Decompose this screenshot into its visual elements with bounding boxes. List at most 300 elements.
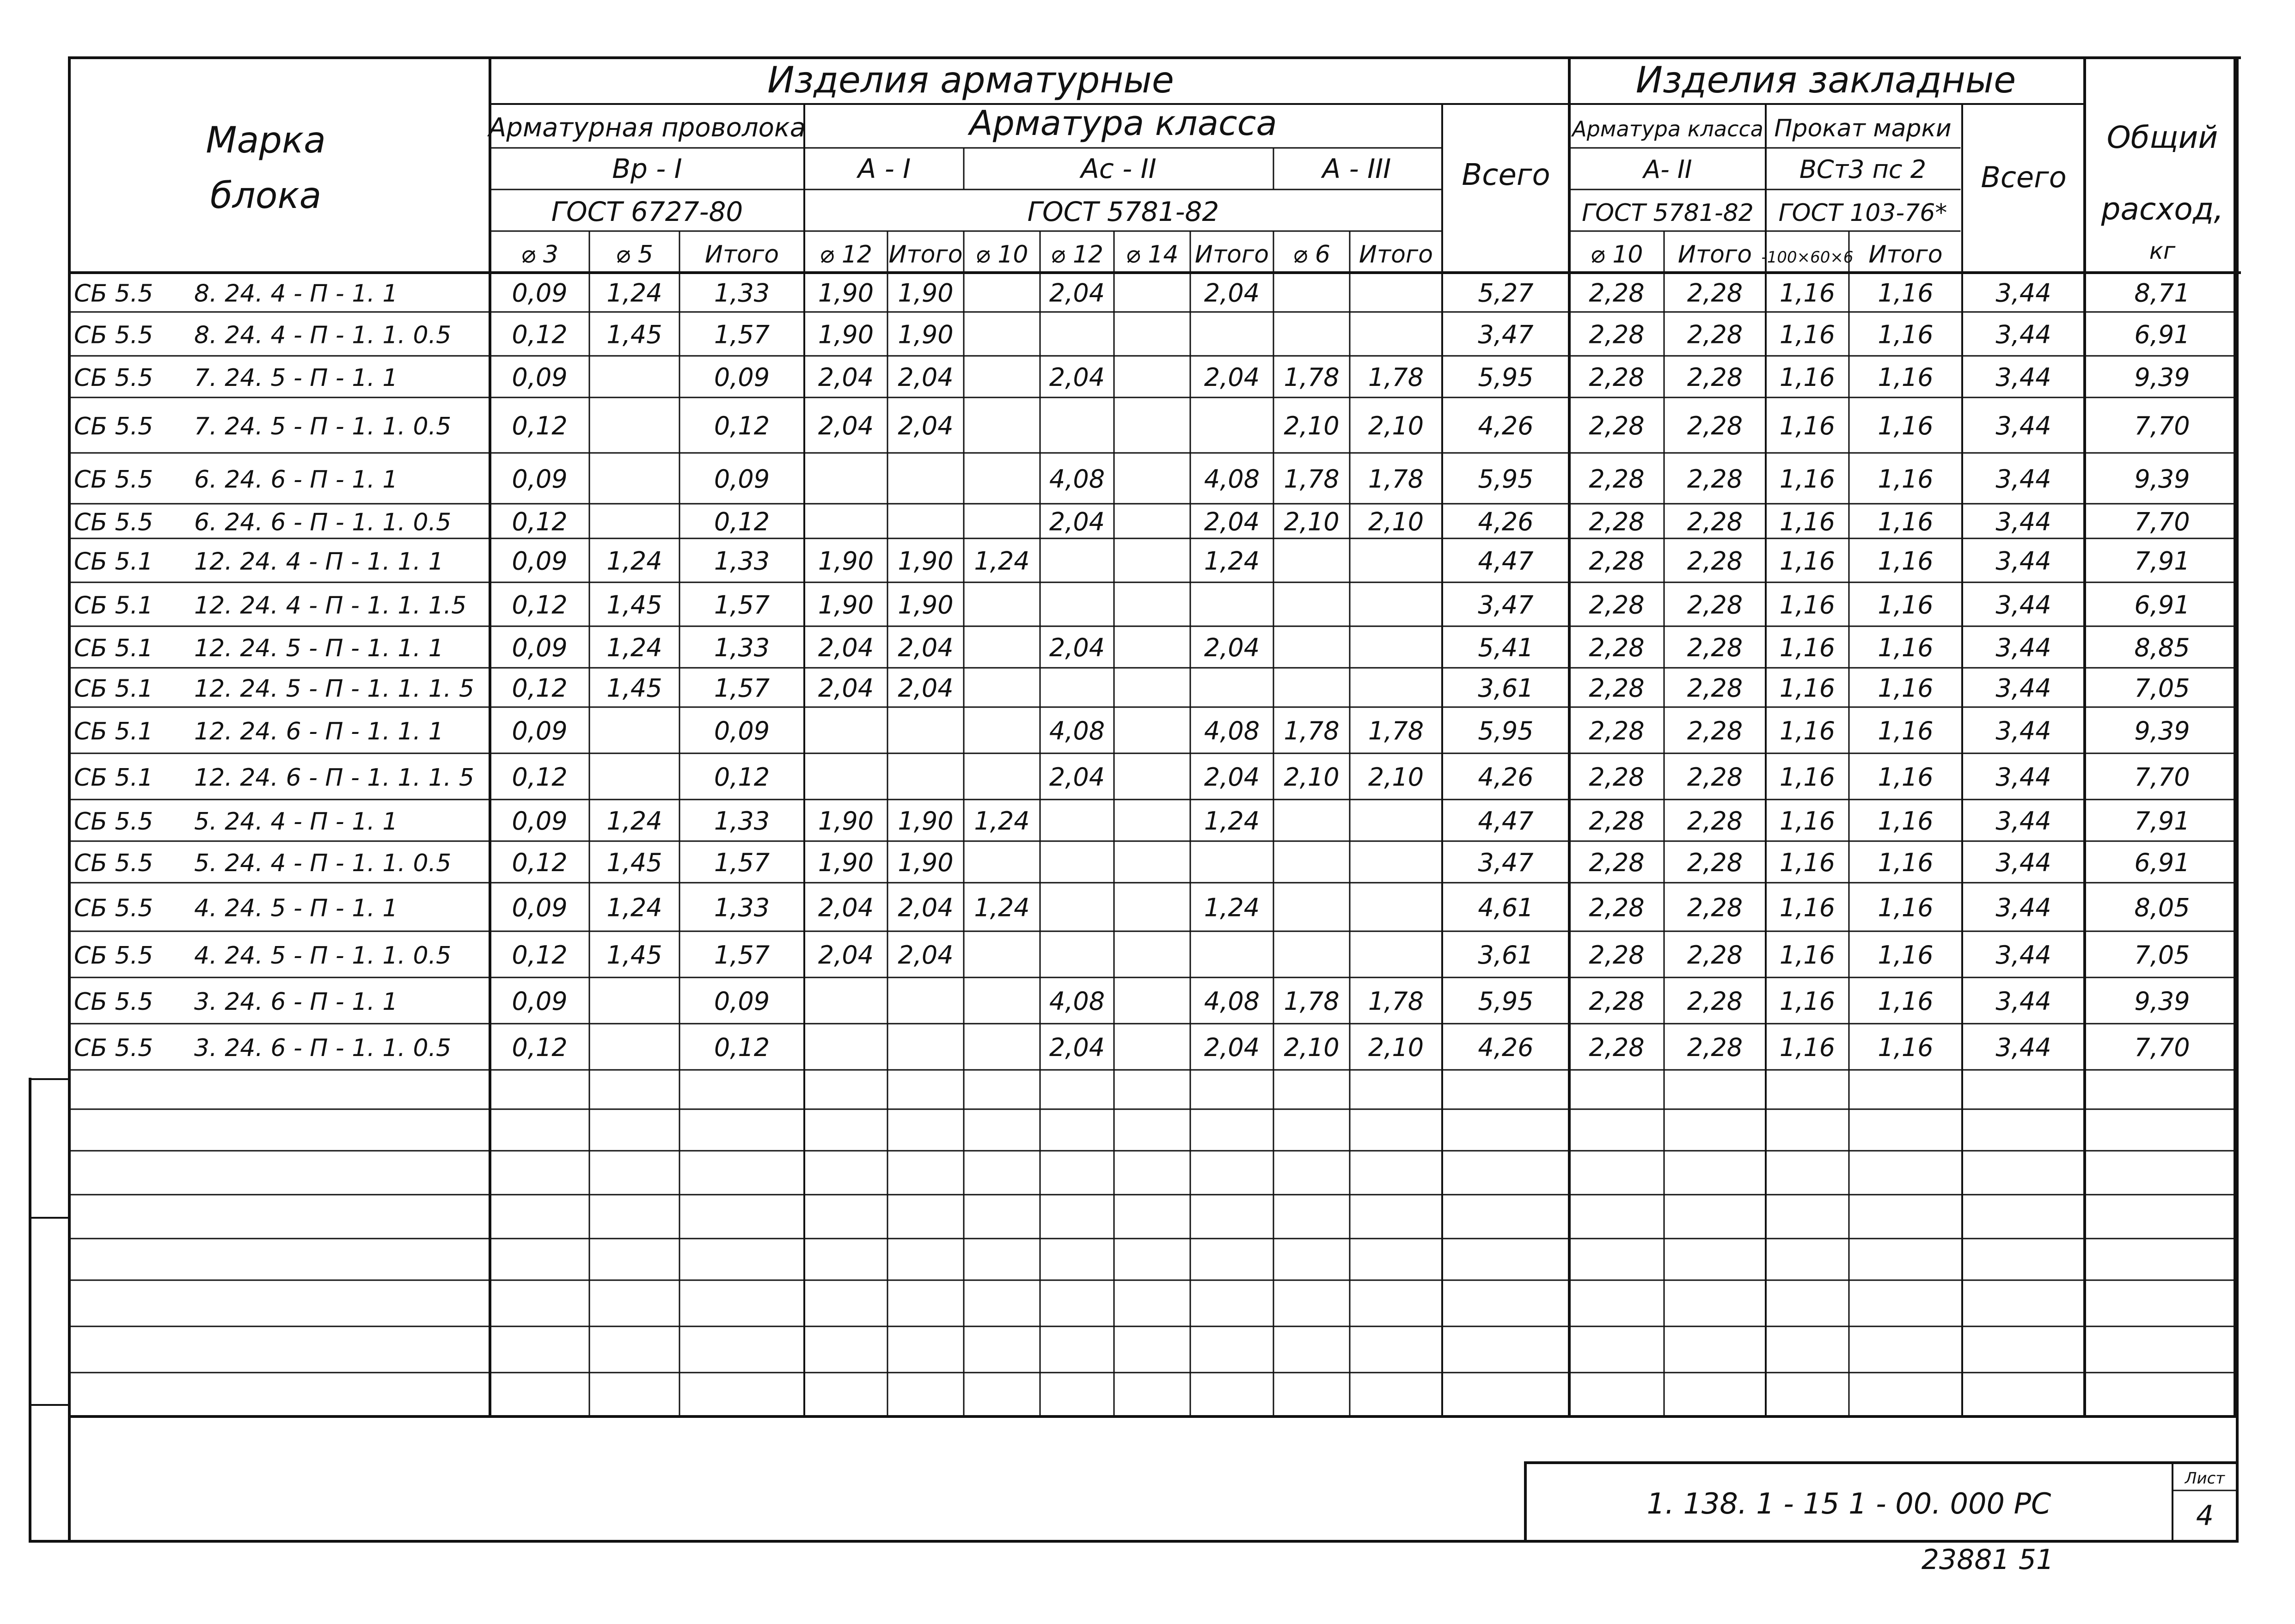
table-cell: 7,70 bbox=[2134, 1033, 2190, 1062]
table-cell: 1,33 bbox=[714, 546, 770, 576]
table-cell: 1,24 bbox=[1204, 546, 1260, 576]
table-cell: 2,04 bbox=[1204, 633, 1260, 662]
footer-number: 23881 51 bbox=[1921, 1544, 2054, 1576]
row-code: 12. 24. 5 - П - 1. 1. 1. 5 bbox=[194, 675, 474, 703]
table-cell: 3,44 bbox=[1995, 1033, 2051, 1062]
table-cell: 0,12 bbox=[714, 411, 770, 440]
table-cell: 2,04 bbox=[1049, 763, 1105, 792]
table-cell: 3,44 bbox=[1995, 590, 2051, 620]
table-text bbox=[74, 60, 2225, 1576]
table-cell: 1,33 bbox=[714, 806, 770, 836]
row-code: 3. 24. 6 - П - 1. 1 bbox=[194, 988, 398, 1016]
table-cell: 1,16 bbox=[1878, 940, 1934, 970]
table-cell: 2,28 bbox=[1687, 411, 1743, 440]
table-cell: 2,28 bbox=[1589, 763, 1645, 792]
table-cell: 2,28 bbox=[1589, 633, 1645, 662]
table-cell: 0,12 bbox=[512, 590, 568, 620]
table-cell: 2,10 bbox=[1368, 1033, 1424, 1062]
col-header: -100×60×6 bbox=[1761, 248, 1854, 267]
z-gost-103-label: ГОСТ 103-76* bbox=[1778, 199, 1947, 227]
table-cell: 1,57 bbox=[714, 673, 770, 703]
table-cell: 3,44 bbox=[1995, 464, 2051, 494]
table-cell: 1,90 bbox=[818, 848, 874, 877]
table-cell: 2,04 bbox=[818, 893, 874, 922]
table-cell: 2,28 bbox=[1687, 893, 1743, 922]
row-code: 6. 24. 6 - П - 1. 1 bbox=[194, 466, 398, 494]
table-cell: 2,10 bbox=[1284, 1033, 1340, 1062]
table-cell: 1,90 bbox=[818, 806, 874, 836]
table-cell: 2,28 bbox=[1589, 673, 1645, 703]
armaturnaya-provoloka-label: Арматурная проволока bbox=[488, 113, 806, 143]
table-cell: 0,12 bbox=[512, 763, 568, 792]
kg-label: кг bbox=[2149, 238, 2176, 264]
table-cell: 1,16 bbox=[1878, 806, 1934, 836]
table-cell: 2,04 bbox=[1049, 363, 1105, 392]
table-cell: 1,90 bbox=[898, 848, 954, 877]
table-cell: 1,16 bbox=[1779, 848, 1836, 877]
table-cell: 1,16 bbox=[1779, 363, 1836, 392]
table-cell: 1,16 bbox=[1878, 363, 1934, 392]
table-cell: 6,91 bbox=[2134, 848, 2190, 877]
table-cell: 1,16 bbox=[1779, 411, 1836, 440]
izdelia-armaturnye-title: Изделия арматурные bbox=[767, 60, 1174, 101]
table-cell: 2,10 bbox=[1368, 507, 1424, 537]
table-cell: 2,04 bbox=[1049, 633, 1105, 662]
table-cell: 2,04 bbox=[1204, 1033, 1260, 1062]
col-header: ⌀ 10 bbox=[975, 241, 1028, 269]
table-cell: 3,47 bbox=[1478, 848, 1534, 877]
table-cell: 2,28 bbox=[1687, 363, 1743, 392]
table-cell: 1,16 bbox=[1878, 411, 1934, 440]
table-cell: 2,28 bbox=[1589, 464, 1645, 494]
table-cell: 1,90 bbox=[898, 806, 954, 836]
table-cell: 0,12 bbox=[512, 507, 568, 537]
table-cell: 3,44 bbox=[1995, 848, 2051, 877]
table-cell: 0,12 bbox=[714, 1033, 770, 1062]
table-cell: 1,45 bbox=[606, 320, 662, 349]
row-code: 6. 24. 6 - П - 1. 1. 0.5 bbox=[194, 508, 452, 537]
row-marka: СБ 5.5 bbox=[74, 894, 153, 922]
table-cell: 0,09 bbox=[512, 633, 568, 662]
table-cell: 2,28 bbox=[1589, 363, 1645, 392]
row-marka: СБ 5.5 bbox=[74, 942, 153, 970]
row-code: 3. 24. 6 - П - 1. 1. 0.5 bbox=[194, 1034, 452, 1062]
table-cell: 0,12 bbox=[714, 763, 770, 792]
table-cell: 1,78 bbox=[1368, 464, 1424, 494]
col-header: Итого bbox=[1868, 241, 1943, 269]
table-cell: 2,28 bbox=[1589, 848, 1645, 877]
table-cell: 1,90 bbox=[818, 546, 874, 576]
table-cell: 1,16 bbox=[1878, 464, 1934, 494]
table-cell: 1,45 bbox=[606, 940, 662, 970]
gost-5781-label: ГОСТ 5781-82 bbox=[1027, 196, 1219, 227]
table-cell: 2,04 bbox=[898, 411, 954, 440]
table-cell: 4,61 bbox=[1478, 893, 1534, 922]
table-cell: 6,91 bbox=[2134, 590, 2190, 620]
row-code: 8. 24. 4 - П - 1. 1. 0.5 bbox=[194, 321, 452, 349]
sheet-label: Лист bbox=[2185, 1469, 2225, 1488]
table-cell: 1,45 bbox=[606, 673, 662, 703]
table-cell: 7,91 bbox=[2134, 806, 2190, 836]
table-cell: 1,90 bbox=[818, 320, 874, 349]
table-cell: 4,26 bbox=[1478, 1033, 1534, 1062]
class-a3-label: А - III bbox=[1322, 153, 1391, 184]
table-cell: 2,04 bbox=[1049, 1033, 1105, 1062]
table-cell: 1,16 bbox=[1779, 673, 1836, 703]
table-cell: 1,16 bbox=[1779, 590, 1836, 620]
table-cell: 1,16 bbox=[1779, 893, 1836, 922]
table-cell: 1,78 bbox=[1368, 363, 1424, 392]
sheet-number: 4 bbox=[2196, 1500, 2214, 1532]
table-cell: 2,28 bbox=[1687, 987, 1743, 1016]
table-cell: 2,04 bbox=[898, 893, 954, 922]
row-marka: СБ 5.1 bbox=[74, 635, 153, 662]
table-cell: 5,27 bbox=[1478, 278, 1534, 308]
table-cell: 2,04 bbox=[818, 633, 874, 662]
table-cell: 2,10 bbox=[1368, 763, 1424, 792]
vsego-label: Всего bbox=[1462, 158, 1550, 192]
col-header: ⌀ 14 bbox=[1126, 241, 1179, 269]
table-cell: 1,90 bbox=[898, 590, 954, 620]
table-cell: 9,39 bbox=[2134, 987, 2190, 1016]
table-cell: 9,39 bbox=[2134, 716, 2190, 745]
table-cell: 3,44 bbox=[1995, 763, 2051, 792]
table-cell: 1,57 bbox=[714, 320, 770, 349]
table-cell: 2,04 bbox=[1204, 507, 1260, 537]
table-cell: 2,04 bbox=[1204, 763, 1260, 792]
table-cell: 3,44 bbox=[1995, 363, 2051, 392]
table-cell: 9,39 bbox=[2134, 464, 2190, 494]
col-header: Итого bbox=[1359, 241, 1433, 269]
col-header: Итого bbox=[1194, 241, 1269, 269]
col-header: ⌀ 12 bbox=[1050, 241, 1104, 269]
col-header: ⌀ 3 bbox=[521, 241, 558, 269]
table-cell: 1,57 bbox=[714, 940, 770, 970]
row-marka: СБ 5.1 bbox=[74, 592, 153, 620]
row-code: 5. 24. 4 - П - 1. 1 bbox=[194, 808, 398, 836]
table-cell: 2,28 bbox=[1687, 1033, 1743, 1062]
table-cell: 7,91 bbox=[2134, 546, 2190, 576]
table-cell: 2,28 bbox=[1589, 320, 1645, 349]
table-cell: 8,71 bbox=[2134, 278, 2190, 308]
table-cell: 7,05 bbox=[2134, 940, 2190, 970]
table-cell: 1,45 bbox=[606, 590, 662, 620]
table-cell: 2,28 bbox=[1687, 590, 1743, 620]
table-cell: 1,90 bbox=[898, 320, 954, 349]
table-cell: 3,44 bbox=[1995, 673, 2051, 703]
table-cell: 2,28 bbox=[1687, 320, 1743, 349]
row-marka: СБ 5.1 bbox=[74, 675, 153, 703]
table-cell: 4,08 bbox=[1204, 987, 1260, 1016]
table-cell: 3,61 bbox=[1478, 940, 1534, 970]
table-cell: 2,28 bbox=[1589, 987, 1645, 1016]
table-cell: 1,16 bbox=[1878, 848, 1934, 877]
table-cell: 1,16 bbox=[1878, 278, 1934, 308]
table-cell: 2,04 bbox=[818, 940, 874, 970]
table-cell: 1,24 bbox=[606, 546, 662, 576]
table-cell: 3,47 bbox=[1478, 590, 1534, 620]
row-code: 12. 24. 5 - П - 1. 1. 1 bbox=[194, 635, 444, 662]
gost-6727-label: ГОСТ 6727-80 bbox=[551, 196, 743, 227]
table-cell: 8,85 bbox=[2134, 633, 2190, 662]
table-cell: 1,78 bbox=[1284, 464, 1340, 494]
row-marka: СБ 5.1 bbox=[74, 764, 153, 792]
table-cell: 1,16 bbox=[1779, 633, 1836, 662]
table-cell: 1,16 bbox=[1779, 1033, 1836, 1062]
table-cell: 1,16 bbox=[1779, 763, 1836, 792]
table-cell: 1,24 bbox=[606, 633, 662, 662]
table-cell: 2,04 bbox=[898, 673, 954, 703]
table-cell: 1,16 bbox=[1878, 763, 1934, 792]
table-cell: 3,44 bbox=[1995, 987, 2051, 1016]
table-cell: 3,44 bbox=[1995, 546, 2051, 576]
table-cell: 2,04 bbox=[818, 673, 874, 703]
row-marka: СБ 5.5 bbox=[74, 808, 153, 836]
table-cell: 1,24 bbox=[974, 546, 1030, 576]
row-code: 7. 24. 5 - П - 1. 1. 0.5 bbox=[194, 413, 452, 440]
table-cell: 9,39 bbox=[2134, 363, 2190, 392]
table-cell: 1,78 bbox=[1368, 987, 1424, 1016]
table-cell: 7,70 bbox=[2134, 411, 2190, 440]
table-cell: 1,33 bbox=[714, 278, 770, 308]
table-cell: 1,24 bbox=[606, 806, 662, 836]
col-header: ⌀ 12 bbox=[819, 241, 873, 269]
table-cell: 2,04 bbox=[1204, 278, 1260, 308]
col-header: Итого bbox=[704, 241, 779, 269]
table-cell: 2,04 bbox=[898, 363, 954, 392]
table-cell: 2,04 bbox=[1204, 363, 1260, 392]
table-cell: 0,09 bbox=[512, 546, 568, 576]
table-cell: 1,90 bbox=[818, 590, 874, 620]
table-cell: 2,28 bbox=[1687, 940, 1743, 970]
raskhod-label: расход, bbox=[2101, 191, 2224, 227]
table-cell: 2,28 bbox=[1589, 278, 1645, 308]
table-cell: 0,09 bbox=[512, 806, 568, 836]
table-cell: 1,78 bbox=[1284, 987, 1340, 1016]
row-marka: СБ 5.5 bbox=[74, 364, 153, 392]
table-cell: 2,28 bbox=[1687, 507, 1743, 537]
table-cell: 2,28 bbox=[1687, 716, 1743, 745]
table-cell: 3,44 bbox=[1995, 893, 2051, 922]
table-cell: 2,04 bbox=[898, 940, 954, 970]
table-cell: 2,28 bbox=[1687, 763, 1743, 792]
row-marka: СБ 5.1 bbox=[74, 718, 153, 745]
table-cell: 3,44 bbox=[1995, 278, 2051, 308]
table-cell: 1,16 bbox=[1878, 546, 1934, 576]
table-cell: 1,16 bbox=[1878, 893, 1934, 922]
table-cell: 1,16 bbox=[1779, 464, 1836, 494]
z-gost-5781-label: ГОСТ 5781-82 bbox=[1582, 199, 1754, 227]
table-cell: 1,16 bbox=[1779, 806, 1836, 836]
table-cell: 1,57 bbox=[714, 590, 770, 620]
row-marka: СБ 5.5 bbox=[74, 988, 153, 1016]
z-a2-label: А- II bbox=[1643, 155, 1692, 184]
table-cell: 1,90 bbox=[898, 546, 954, 576]
table-cell: 1,16 bbox=[1779, 987, 1836, 1016]
table-cell: 3,44 bbox=[1995, 806, 2051, 836]
table-cell: 4,26 bbox=[1478, 507, 1534, 537]
table-cell: 1,16 bbox=[1779, 507, 1836, 537]
table-cell: 0,09 bbox=[512, 987, 568, 1016]
row-marka: СБ 5.5 bbox=[74, 849, 153, 877]
table-cell: 4,26 bbox=[1478, 411, 1534, 440]
izdelia-zakladnye-title: Изделия закладные bbox=[1635, 60, 2016, 101]
z-vst-label: ВСт3 пс 2 bbox=[1799, 155, 1927, 184]
table-cell: 0,09 bbox=[512, 464, 568, 494]
row-marka: СБ 5.5 bbox=[74, 1034, 153, 1062]
col-header: Итого bbox=[1677, 241, 1752, 269]
table-cell: 2,04 bbox=[898, 633, 954, 662]
obshchiy-label: Общий bbox=[2106, 120, 2218, 155]
table-cell: 1,24 bbox=[1204, 893, 1260, 922]
table-cell: 1,90 bbox=[898, 278, 954, 308]
table-cell: 2,28 bbox=[1589, 893, 1645, 922]
table-cell: 3,44 bbox=[1995, 320, 2051, 349]
table-cell: 2,28 bbox=[1589, 411, 1645, 440]
table-cell: 2,28 bbox=[1589, 590, 1645, 620]
table-cell: 0,12 bbox=[714, 507, 770, 537]
table-cell: 4,47 bbox=[1478, 546, 1534, 576]
table-cell: 8,05 bbox=[2134, 893, 2190, 922]
table-cell: 0,09 bbox=[714, 363, 770, 392]
class-a1-label: А - I bbox=[857, 153, 911, 184]
table-cell: 1,78 bbox=[1284, 716, 1340, 745]
table-cell: 0,09 bbox=[714, 716, 770, 745]
table-cell: 2,28 bbox=[1687, 278, 1743, 308]
table-cell: 2,10 bbox=[1284, 507, 1340, 537]
table-cell: 3,61 bbox=[1478, 673, 1534, 703]
table-cell: 0,09 bbox=[512, 893, 568, 922]
table-cell: 1,24 bbox=[606, 893, 662, 922]
class-vr-label: Вр - I bbox=[612, 153, 682, 184]
table-cell: 4,08 bbox=[1204, 464, 1260, 494]
table-cell: 1,16 bbox=[1779, 546, 1836, 576]
table-cell: 0,12 bbox=[512, 940, 568, 970]
table-cell: 1,16 bbox=[1878, 633, 1934, 662]
z-armatura-klassa-label: Арматура класса bbox=[1572, 116, 1763, 141]
table-cell: 1,16 bbox=[1878, 987, 1934, 1016]
row-marka: СБ 5.5 bbox=[74, 466, 153, 494]
table-cell: 2,10 bbox=[1368, 411, 1424, 440]
table-cell: 2,28 bbox=[1589, 546, 1645, 576]
col-header: ⌀ 5 bbox=[616, 241, 653, 269]
table-cell: 2,04 bbox=[1049, 507, 1105, 537]
table-cell: 7,05 bbox=[2134, 673, 2190, 703]
table-cell: 1,24 bbox=[974, 806, 1030, 836]
table-cell: 2,28 bbox=[1687, 546, 1743, 576]
table-cell: 1,33 bbox=[714, 633, 770, 662]
col-header: ⌀ 6 bbox=[1293, 241, 1330, 269]
table-cell: 5,95 bbox=[1478, 464, 1534, 494]
table-cell: 0,12 bbox=[512, 848, 568, 877]
table-cell: 0,12 bbox=[512, 673, 568, 703]
table-cell: 0,12 bbox=[512, 1033, 568, 1062]
table-cell: 2,28 bbox=[1687, 464, 1743, 494]
table-cell: 2,28 bbox=[1589, 940, 1645, 970]
table-cell: 2,28 bbox=[1589, 716, 1645, 745]
marka-label-line1: Марка bbox=[206, 120, 326, 161]
table-cell: 2,28 bbox=[1589, 806, 1645, 836]
table-cell: 2,28 bbox=[1687, 806, 1743, 836]
z-vsego-label: Всего bbox=[1981, 160, 2067, 194]
table-cell: 3,44 bbox=[1995, 940, 2051, 970]
row-code: 12. 24. 6 - П - 1. 1. 1 bbox=[194, 718, 444, 745]
table-cell: 0,12 bbox=[512, 411, 568, 440]
row-marka: СБ 5.1 bbox=[74, 548, 153, 576]
table-cell: 1,16 bbox=[1779, 320, 1836, 349]
table-cell: 4,47 bbox=[1478, 806, 1534, 836]
table-cell: 5,95 bbox=[1478, 987, 1534, 1016]
table-cell: 1,45 bbox=[606, 848, 662, 877]
table-cell: 2,10 bbox=[1284, 763, 1340, 792]
row-code: 4. 24. 5 - П - 1. 1 bbox=[194, 894, 398, 922]
table-cell: 1,16 bbox=[1878, 1033, 1934, 1062]
class-ac2-label: Ас - II bbox=[1081, 153, 1157, 184]
table-cell: 2,28 bbox=[1687, 633, 1743, 662]
row-code: 8. 24. 4 - П - 1. 1 bbox=[194, 280, 398, 308]
table-cell: 3,47 bbox=[1478, 320, 1534, 349]
row-marka: СБ 5.5 bbox=[74, 413, 153, 440]
table-cell: 4,08 bbox=[1049, 716, 1105, 745]
table-cell: 1,78 bbox=[1284, 363, 1340, 392]
table-cell: 2,04 bbox=[818, 411, 874, 440]
table-cell: 3,44 bbox=[1995, 716, 2051, 745]
table-cell: 1,16 bbox=[1878, 320, 1934, 349]
table-cell: 0,12 bbox=[512, 320, 568, 349]
table-cell: 3,44 bbox=[1995, 507, 2051, 537]
document-designation: 1. 138. 1 - 15 1 - 00. 000 РС bbox=[1646, 1487, 2051, 1520]
table-cell: 1,16 bbox=[1779, 940, 1836, 970]
table-cell: 1,16 bbox=[1878, 716, 1934, 745]
marka-label-line2: блока bbox=[210, 175, 322, 217]
table-cell: 7,70 bbox=[2134, 507, 2190, 537]
col-header: ⌀ 10 bbox=[1590, 241, 1643, 269]
table-cell: 1,16 bbox=[1878, 590, 1934, 620]
table-cell: 2,28 bbox=[1687, 848, 1743, 877]
table-cell: 1,16 bbox=[1779, 278, 1836, 308]
table-cell: 1,16 bbox=[1779, 716, 1836, 745]
table-cell: 4,08 bbox=[1049, 987, 1105, 1016]
row-marka: СБ 5.5 bbox=[74, 280, 153, 308]
row-code: 12. 24. 4 - П - 1. 1. 1 bbox=[194, 548, 444, 576]
z-prokat-marki-label: Прокат марки bbox=[1774, 115, 1952, 142]
table-cell: 5,41 bbox=[1478, 633, 1534, 662]
row-marka: СБ 5.5 bbox=[74, 508, 153, 537]
row-code: 12. 24. 6 - П - 1. 1. 1. 5 bbox=[194, 764, 474, 792]
table-cell: 0,09 bbox=[512, 363, 568, 392]
table-cell: 1,24 bbox=[606, 278, 662, 308]
table-cell: 7,70 bbox=[2134, 763, 2190, 792]
col-header: Итого bbox=[888, 241, 963, 269]
row-code: 5. 24. 4 - П - 1. 1. 0.5 bbox=[194, 849, 452, 877]
table-cell: 2,04 bbox=[818, 363, 874, 392]
table-cell: 4,26 bbox=[1478, 763, 1534, 792]
table-cell: 2,04 bbox=[1049, 278, 1105, 308]
row-code: 4. 24. 5 - П - 1. 1. 0.5 bbox=[194, 942, 452, 970]
table-cell: 3,44 bbox=[1995, 411, 2051, 440]
table-cell: 1,24 bbox=[1204, 806, 1260, 836]
table-cell: 1,33 bbox=[714, 893, 770, 922]
table-cell: 2,28 bbox=[1589, 507, 1645, 537]
table-cell: 5,95 bbox=[1478, 716, 1534, 745]
table-cell: 0,09 bbox=[714, 987, 770, 1016]
table-cell: 0,09 bbox=[714, 464, 770, 494]
table-cell: 4,08 bbox=[1204, 716, 1260, 745]
table-cell: 2,10 bbox=[1284, 411, 1340, 440]
row-code: 12. 24. 4 - П - 1. 1. 1.5 bbox=[194, 592, 467, 620]
table-cell: 1,90 bbox=[818, 278, 874, 308]
table-cell: 1,16 bbox=[1878, 507, 1934, 537]
